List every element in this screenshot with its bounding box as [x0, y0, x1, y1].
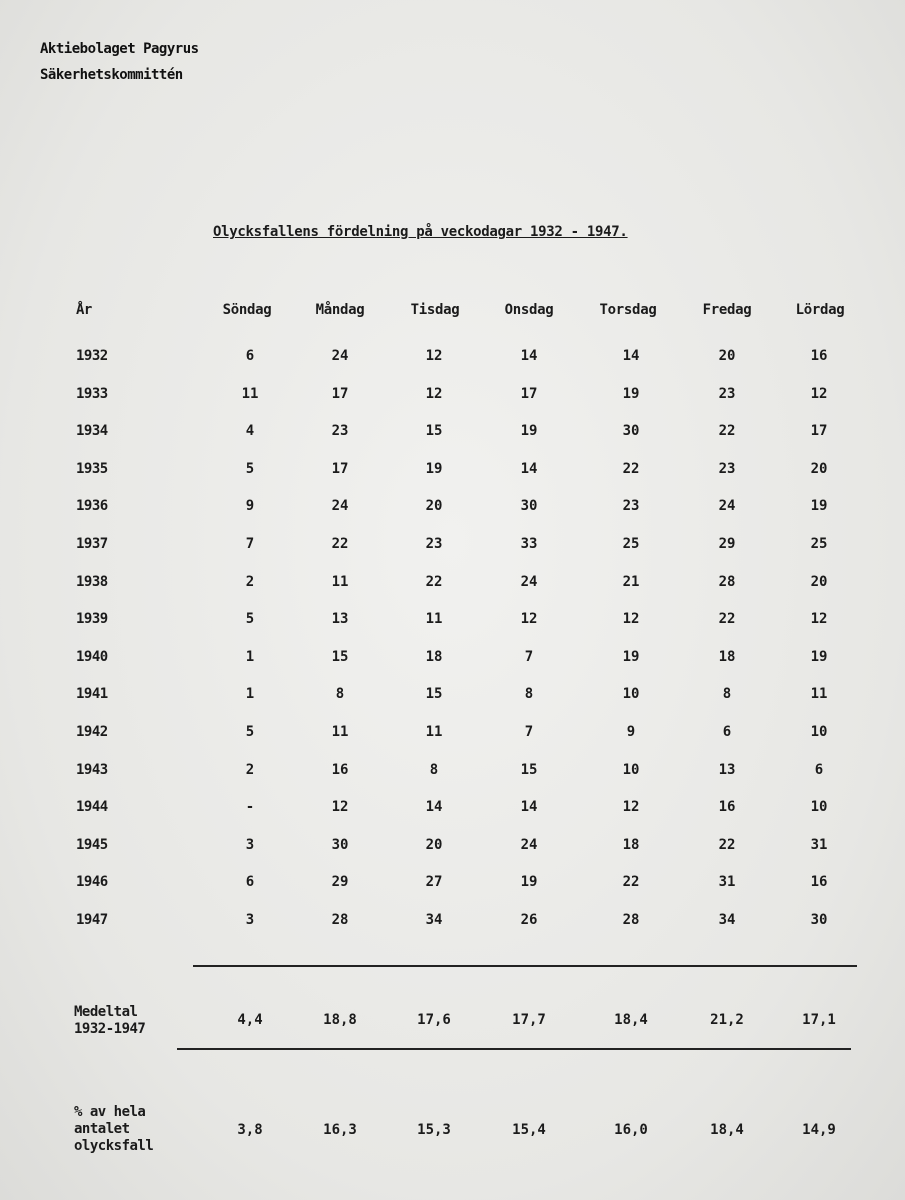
- value-cell: 28: [622, 912, 640, 928]
- value-cell: 19: [622, 649, 640, 665]
- value-cell: 24: [331, 348, 349, 364]
- year-cell: 1943: [76, 762, 108, 778]
- average-label: [74, 1004, 145, 1038]
- value-cell: 7: [524, 649, 534, 665]
- committee-name: Säkerhetskommittén: [40, 67, 183, 83]
- year-cell: 1932: [76, 348, 108, 364]
- value-cell: 11: [331, 574, 349, 590]
- percent-value-cell: 16,3: [323, 1122, 357, 1138]
- value-cell: 8: [722, 686, 732, 702]
- value-cell: 8: [524, 686, 534, 702]
- value-cell: 16: [331, 762, 349, 778]
- value-cell: 24: [718, 498, 736, 514]
- value-cell: 22: [425, 574, 443, 590]
- value-cell: 14: [520, 799, 538, 815]
- value-cell: 22: [718, 423, 736, 439]
- value-cell: 30: [622, 423, 640, 439]
- value-cell: 20: [425, 498, 443, 514]
- value-cell: 30: [331, 837, 349, 853]
- year-cell: 1945: [76, 837, 108, 853]
- year-cell: 1939: [76, 611, 108, 627]
- value-cell: 11: [425, 724, 443, 740]
- value-cell: 6: [245, 874, 255, 890]
- value-cell: 2: [245, 762, 255, 778]
- value-cell: 12: [425, 348, 443, 364]
- value-cell: 16: [718, 799, 736, 815]
- value-cell: 9: [626, 724, 636, 740]
- value-cell: 29: [331, 874, 349, 890]
- value-cell: 19: [810, 649, 828, 665]
- value-cell: 24: [520, 837, 538, 853]
- percent-label: [74, 1104, 153, 1155]
- value-cell: 34: [718, 912, 736, 928]
- value-cell: 6: [245, 348, 255, 364]
- value-cell: 14: [622, 348, 640, 364]
- value-cell: 28: [718, 574, 736, 590]
- year-cell: 1938: [76, 574, 108, 590]
- value-cell: 18: [718, 649, 736, 665]
- average-value-cell: 4,4: [237, 1012, 263, 1028]
- value-cell: 18: [622, 837, 640, 853]
- value-cell: 10: [810, 724, 828, 740]
- day-header-onsdag: Onsdag: [504, 302, 554, 318]
- value-cell: 20: [425, 837, 443, 853]
- value-cell: 31: [810, 837, 828, 853]
- value-cell: -: [245, 799, 255, 815]
- value-cell: 19: [425, 461, 443, 477]
- value-cell: 12: [622, 611, 640, 627]
- value-cell: 1: [245, 649, 255, 665]
- value-cell: 10: [622, 686, 640, 702]
- value-cell: 1: [245, 686, 255, 702]
- average-value-cell: 21,2: [710, 1012, 744, 1028]
- value-cell: 23: [718, 386, 736, 402]
- value-cell: 16: [810, 874, 828, 890]
- value-cell: 11: [331, 724, 349, 740]
- divider-top: [193, 965, 857, 967]
- value-cell: 7: [524, 724, 534, 740]
- average-label-line1: Medeltal: [74, 1004, 138, 1020]
- average-value-cell: 18,4: [614, 1012, 648, 1028]
- value-cell: 5: [245, 611, 255, 627]
- percent-label-line3: olycksfall: [74, 1138, 154, 1154]
- percent-label-line1: % av hela: [74, 1104, 146, 1120]
- value-cell: 3: [245, 912, 255, 928]
- value-cell: 20: [718, 348, 736, 364]
- value-cell: 14: [520, 348, 538, 364]
- value-cell: 5: [245, 461, 255, 477]
- value-cell: 25: [622, 536, 640, 552]
- value-cell: 24: [331, 498, 349, 514]
- percent-value-cell: 16,0: [614, 1122, 648, 1138]
- value-cell: 22: [718, 611, 736, 627]
- value-cell: 22: [718, 837, 736, 853]
- year-cell: 1933: [76, 386, 108, 402]
- value-cell: 15: [331, 649, 349, 665]
- year-cell: 1934: [76, 423, 108, 439]
- average-value-cell: 18,8: [323, 1012, 357, 1028]
- value-cell: 17: [331, 461, 349, 477]
- value-cell: 12: [520, 611, 538, 627]
- value-cell: 17: [331, 386, 349, 402]
- value-cell: 4: [245, 423, 255, 439]
- value-cell: 6: [814, 762, 824, 778]
- value-cell: 12: [810, 611, 828, 627]
- value-cell: 12: [622, 799, 640, 815]
- value-cell: 10: [810, 799, 828, 815]
- year-cell: 1936: [76, 498, 108, 514]
- day-header-lordag: Lördag: [795, 302, 845, 318]
- value-cell: 13: [331, 611, 349, 627]
- day-header-sondag: Söndag: [222, 302, 272, 318]
- value-cell: 19: [622, 386, 640, 402]
- value-cell: 8: [429, 762, 439, 778]
- value-cell: 16: [810, 348, 828, 364]
- value-cell: 9: [245, 498, 255, 514]
- value-cell: 29: [718, 536, 736, 552]
- value-cell: 20: [810, 461, 828, 477]
- year-cell: 1935: [76, 461, 108, 477]
- value-cell: 34: [425, 912, 443, 928]
- value-cell: 26: [520, 912, 538, 928]
- value-cell: 10: [622, 762, 640, 778]
- value-cell: 3: [245, 837, 255, 853]
- value-cell: 22: [622, 461, 640, 477]
- year-cell: 1937: [76, 536, 108, 552]
- value-cell: 18: [425, 649, 443, 665]
- value-cell: 19: [520, 874, 538, 890]
- value-cell: 11: [810, 686, 828, 702]
- year-cell: 1946: [76, 874, 108, 890]
- year-cell: 1947: [76, 912, 108, 928]
- value-cell: 24: [520, 574, 538, 590]
- year-column-header: År: [76, 302, 92, 318]
- value-cell: 6: [722, 724, 732, 740]
- average-value-cell: 17,6: [417, 1012, 451, 1028]
- value-cell: 19: [520, 423, 538, 439]
- divider-bottom: [177, 1048, 851, 1050]
- value-cell: 12: [425, 386, 443, 402]
- value-cell: 23: [622, 498, 640, 514]
- value-cell: 7: [245, 536, 255, 552]
- value-cell: 19: [810, 498, 828, 514]
- value-cell: 31: [718, 874, 736, 890]
- value-cell: 23: [718, 461, 736, 477]
- value-cell: 12: [810, 386, 828, 402]
- day-header-fredag: Fredag: [702, 302, 752, 318]
- value-cell: 15: [425, 686, 443, 702]
- year-cell: 1940: [76, 649, 108, 665]
- value-cell: 17: [810, 423, 828, 439]
- percent-label-line2: antalet: [74, 1121, 130, 1137]
- year-cell: 1941: [76, 686, 108, 702]
- day-header-tisdag: Tisdag: [410, 302, 460, 318]
- value-cell: 11: [425, 611, 443, 627]
- value-cell: 25: [810, 536, 828, 552]
- average-value-cell: 17,1: [802, 1012, 836, 1028]
- average-value-cell: 17,7: [512, 1012, 546, 1028]
- value-cell: 27: [425, 874, 443, 890]
- percent-value-cell: 14,9: [802, 1122, 836, 1138]
- value-cell: 33: [520, 536, 538, 552]
- value-cell: 14: [425, 799, 443, 815]
- value-cell: 23: [331, 423, 349, 439]
- percent-value-cell: 18,4: [710, 1122, 744, 1138]
- percent-value-cell: 3,8: [237, 1122, 263, 1138]
- value-cell: 22: [331, 536, 349, 552]
- average-label-line2: 1932-1947: [74, 1021, 146, 1037]
- value-cell: 8: [335, 686, 345, 702]
- document-title: Olycksfallens fördelning på veckodagar 1932 - 1947.: [213, 224, 628, 240]
- value-cell: 14: [520, 461, 538, 477]
- value-cell: 5: [245, 724, 255, 740]
- percent-value-cell: 15,3: [417, 1122, 451, 1138]
- value-cell: 2: [245, 574, 255, 590]
- value-cell: 28: [331, 912, 349, 928]
- value-cell: 23: [425, 536, 443, 552]
- value-cell: 17: [520, 386, 538, 402]
- value-cell: 30: [810, 912, 828, 928]
- value-cell: 30: [520, 498, 538, 514]
- value-cell: 15: [520, 762, 538, 778]
- day-header-torsdag: Torsdag: [599, 302, 657, 318]
- value-cell: 12: [331, 799, 349, 815]
- percent-value-cell: 15,4: [512, 1122, 546, 1138]
- value-cell: 22: [622, 874, 640, 890]
- year-cell: 1944: [76, 799, 108, 815]
- year-cell: 1942: [76, 724, 108, 740]
- value-cell: 13: [718, 762, 736, 778]
- value-cell: 20: [810, 574, 828, 590]
- day-header-mandag: Måndag: [315, 302, 365, 318]
- letterhead: [40, 36, 199, 88]
- company-name: Aktiebolaget Pagyrus: [40, 41, 199, 57]
- value-cell: 15: [425, 423, 443, 439]
- value-cell: 21: [622, 574, 640, 590]
- value-cell: 11: [241, 386, 259, 402]
